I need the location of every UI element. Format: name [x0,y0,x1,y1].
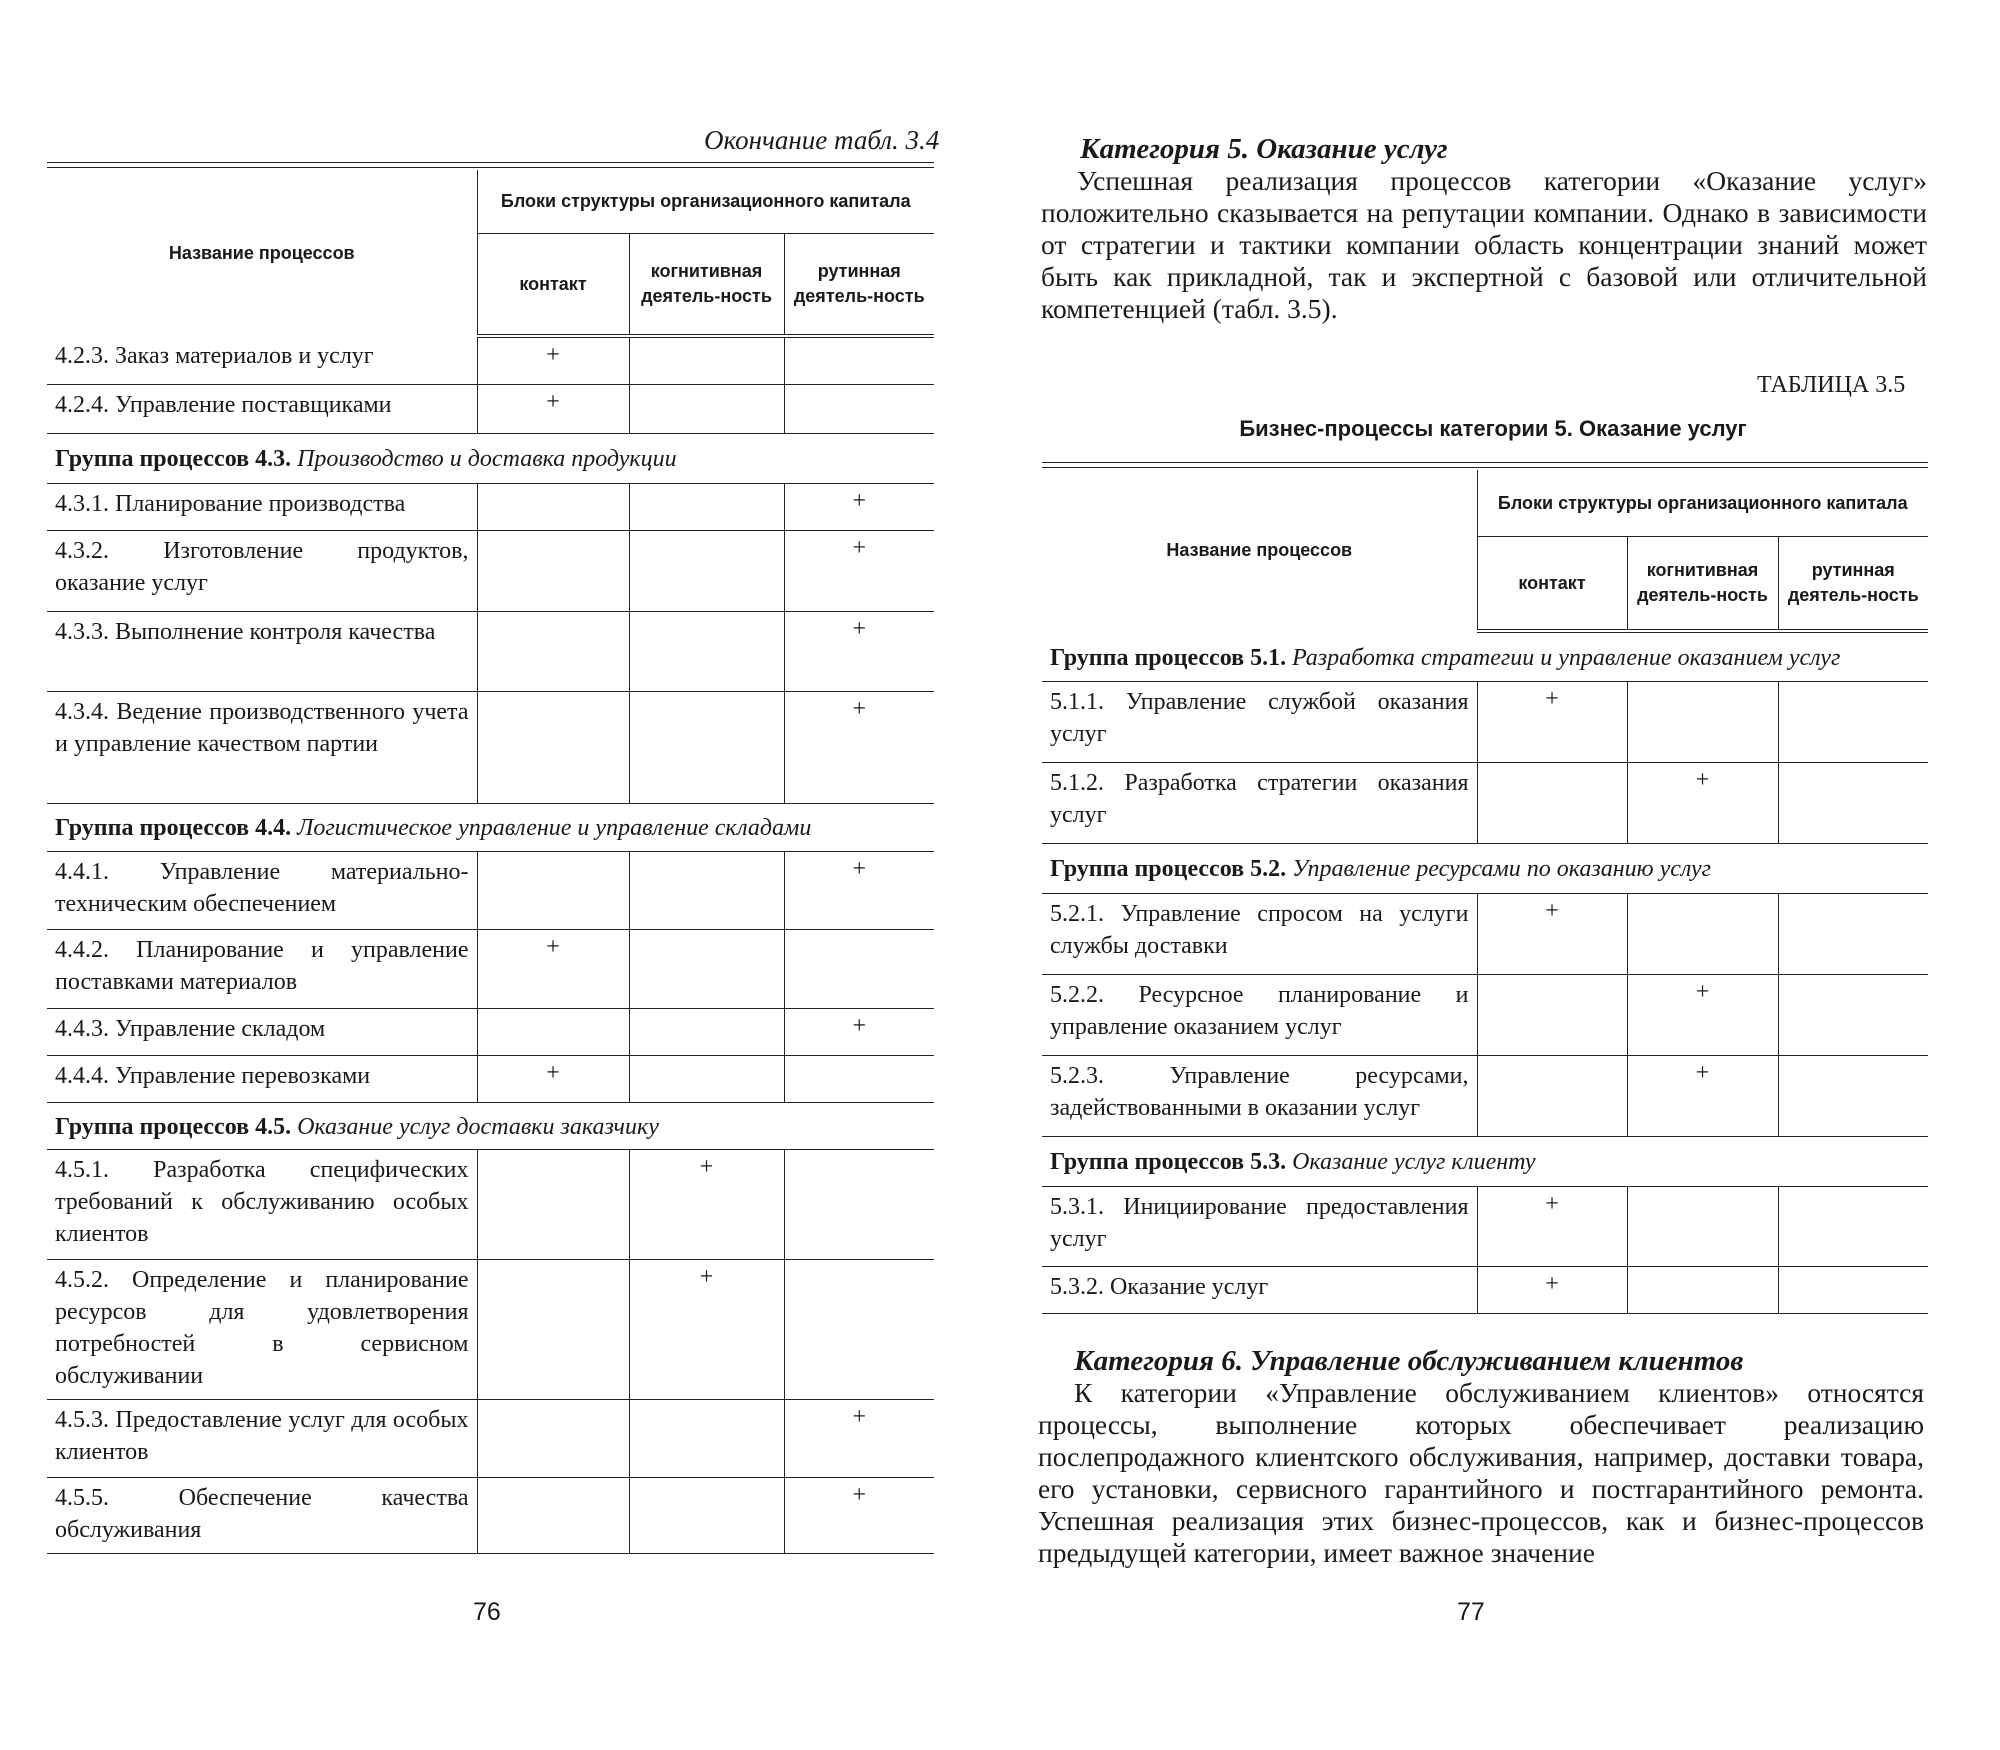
group-description: Логистическое управление и управление складами [297,815,812,841]
table-row [47,1149,934,1259]
table-row [47,384,934,433]
mark-routine: + [784,611,934,691]
category-5-paragraph [1041,165,1927,325]
table-row [47,530,934,611]
process-name: 5.2.1. Управление спросом на услуги службы доставки [1042,893,1477,974]
table-row [47,929,934,1008]
process-name: 5.2.3. Управление ресурсами, задействованными в оказании услуг [1042,1055,1477,1136]
table-row [47,611,934,691]
mark-cognitive [1627,1266,1778,1313]
table-top-rule [1042,462,1928,468]
mark-routine [1778,762,1928,843]
table-top-rule [47,162,934,168]
process-name: 5.1.1. Управление службой оказания услуг [1042,681,1477,762]
table-title: Бизнес-процессы категории 5. Оказание услуг [1239,416,1747,441]
col-header-routine: рутинная деятель-ность [784,234,934,337]
mark-routine [784,384,934,433]
group-title: Группа процессов 4.5. [55,1113,292,1140]
process-name: 4.2.4. Управление поставщиками [47,384,477,433]
process-name: 4.4.2. Планирование и управление поставками материалов [47,929,477,1008]
table-row [1042,762,1928,843]
mark-routine [1778,1266,1928,1313]
table-label: ТАБЛИЦА 3.5 [1757,372,1906,398]
mark-routine: + [784,1008,934,1055]
mark-contact: + [1477,1186,1627,1266]
group-row [47,803,934,851]
mark-routine [1778,681,1928,762]
mark-routine: + [784,1477,934,1553]
process-name: 5.1.2. Разработка стратегии оказания услуг [1042,762,1477,843]
col-header-process-name: Название процессов [1042,470,1477,631]
group-title: Группа процессов 5.2. [1050,856,1287,882]
group-row [47,1102,934,1149]
mark-contact: + [1477,681,1627,762]
col-header-cognitive: когнитивная деятель-ность [1627,537,1778,632]
process-name: 4.2.3. Заказ материалов и услуг [47,336,477,384]
col-header-process-name: Название процессов [47,170,477,336]
mark-routine [784,1055,934,1102]
mark-routine: + [784,851,934,929]
mark-cognitive [629,929,784,1008]
mark-cognitive: + [1627,1055,1778,1136]
table-row [1042,1266,1928,1313]
mark-cognitive [629,336,784,384]
mark-routine [784,929,934,1008]
right-page [1000,0,2000,1750]
process-name: 4.5.1. Разработка специфических требований к обслуживанию особых клиентов [47,1149,477,1259]
mark-contact [1477,762,1627,843]
process-name: 5.2.2. Ресурсное планирование и управление оказанием услуг [1042,974,1477,1055]
process-name: 5.3.1. Инициирование предоставления услуг [1042,1186,1477,1266]
group-title: Группа процессов 4.3. [55,446,292,472]
mark-cognitive [629,691,784,803]
mark-routine [1778,974,1928,1055]
mark-contact: + [1477,1266,1627,1313]
table-row [47,483,934,530]
col-header-cognitive: когнитивная деятель-ность [629,234,784,337]
paragraph-text: Успешная реализация процессов категории «Оказание услуг» положительно сказывается на репутации компании. Однако в зависимости от стратегии и тактики компании область концентрации знаний может быть как прикладной, так и экспертной с базовой или отличительной компетенцией (табл. 3.5). [1041,165,1927,324]
process-name: 4.4.3. Управление складом [47,1008,477,1055]
col-header-blocks: Блоки структуры организационного капитала [1477,470,1928,537]
process-name: 4.3.1. Планирование производства [47,483,477,530]
mark-routine [784,1149,934,1259]
mark-routine: + [784,530,934,611]
mark-routine [1778,1055,1928,1136]
table-row [1042,1186,1928,1266]
table-row [47,851,934,929]
table-row [1042,1055,1928,1136]
table-row [47,1477,934,1553]
table-row [1042,681,1928,762]
mark-contact: + [477,336,629,384]
category-6-paragraph [1038,1377,1924,1569]
group-row [47,433,934,483]
mark-routine [1778,893,1928,974]
category-6-heading: Категория 6. Управление обслуживанием клиентов [1074,1345,1744,1377]
col-header-contact: контакт [477,234,629,337]
process-name: 4.3.2. Изготовление продуктов, оказание услуг [47,530,477,611]
mark-cognitive: + [629,1259,784,1399]
col-header-routine: рутинная деятель-ность [1778,537,1928,632]
mark-contact [477,1149,629,1259]
process-name: 4.5.5. Обеспечение качества обслуживания [47,1477,477,1553]
mark-routine [784,336,934,384]
page-number: 76 [473,1598,501,1626]
category-5-heading: Категория 5. Оказание услуг [1080,133,1448,165]
mark-contact [477,1399,629,1477]
group-title: Группа процессов 4.4. [55,815,292,841]
mark-contact [477,851,629,929]
mark-routine [1778,1186,1928,1266]
table-row [47,691,934,803]
process-name: 4.4.1. Управление материально-техническим обеспечением [47,851,477,929]
mark-cognitive: + [1627,762,1778,843]
mark-cognitive [629,611,784,691]
mark-contact [477,1008,629,1055]
group-description: Оказание услуг доставки заказчику [297,1113,659,1140]
paragraph-text: К категории «Управление обслуживанием клиентов» относятся процессы, выполнение которых обеспечивает реализацию послепродажного клиентского обслуживания, например, доставки товара, его установки, сервисного гарантийного и постгарантийного ремонта. Успешная реализация этих бизнес-процессов, как и бизнес-процессов предыдущей категории, имеет важное значение [1038,1377,1924,1568]
mark-cognitive [629,1008,784,1055]
mark-contact: + [477,384,629,433]
mark-contact: + [1477,893,1627,974]
mark-contact [477,691,629,803]
mark-cognitive [629,1055,784,1102]
table-row [47,1259,934,1399]
mark-cognitive [1627,1186,1778,1266]
mark-routine: + [784,691,934,803]
mark-cognitive [629,483,784,530]
group-title: Группа процессов 5.1. [1050,644,1287,671]
mark-cognitive [629,1399,784,1477]
group-row [1042,843,1928,893]
mark-contact [477,483,629,530]
table-3-4-continued [47,170,934,1554]
process-name: 4.3.3. Выполнение контроля качества [47,611,477,691]
process-name: 4.5.2. Определение и планирование ресурсов для удовлетворения потребностей в сервисном обслуживании [47,1259,477,1399]
page-number: 77 [1457,1598,1485,1626]
mark-cognitive: + [1627,974,1778,1055]
col-header-blocks: Блоки структуры организационного капитала [477,170,934,234]
mark-cognitive [1627,893,1778,974]
table-row [1042,974,1928,1055]
process-name: 4.5.3. Предоставление услуг для особых клиентов [47,1399,477,1477]
process-name: 4.3.4. Ведение производственного учета и управление качеством партии [47,691,477,803]
mark-contact: + [477,929,629,1008]
mark-routine: + [784,483,934,530]
table-row [1042,893,1928,974]
mark-cognitive [1627,681,1778,762]
mark-contact [1477,974,1627,1055]
mark-routine: + [784,1399,934,1477]
mark-contact [1477,1055,1627,1136]
mark-cognitive: + [629,1149,784,1259]
process-name: 4.4.4. Управление перевозками [47,1055,477,1102]
mark-contact: + [477,1055,629,1102]
mark-contact [477,530,629,611]
table-row [47,1055,934,1102]
group-description: Оказание услуг клиенту [1292,1149,1536,1175]
mark-contact [477,611,629,691]
table-row [47,1399,934,1477]
mark-routine [784,1259,934,1399]
table-row [47,336,934,384]
group-row [1042,631,1928,681]
mark-contact [477,1477,629,1553]
mark-cognitive [629,851,784,929]
group-description: Управление ресурсами по оказанию услуг [1292,856,1712,882]
group-row [1042,1136,1928,1186]
group-description: Производство и доставка продукции [297,446,677,472]
table-row [47,1008,934,1055]
table-continuation-caption: Окончание табл. 3.4 [704,125,940,155]
mark-cognitive [629,1477,784,1553]
group-title: Группа процессов 5.3. [1050,1149,1287,1175]
mark-cognitive [629,530,784,611]
table-3-5 [1042,470,1928,1314]
col-header-contact: контакт [1477,537,1627,632]
group-description: Разработка стратегии и управление оказанием услуг [1292,644,1841,671]
mark-cognitive [629,384,784,433]
process-name: 5.3.2. Оказание услуг [1042,1266,1477,1313]
mark-contact [477,1259,629,1399]
